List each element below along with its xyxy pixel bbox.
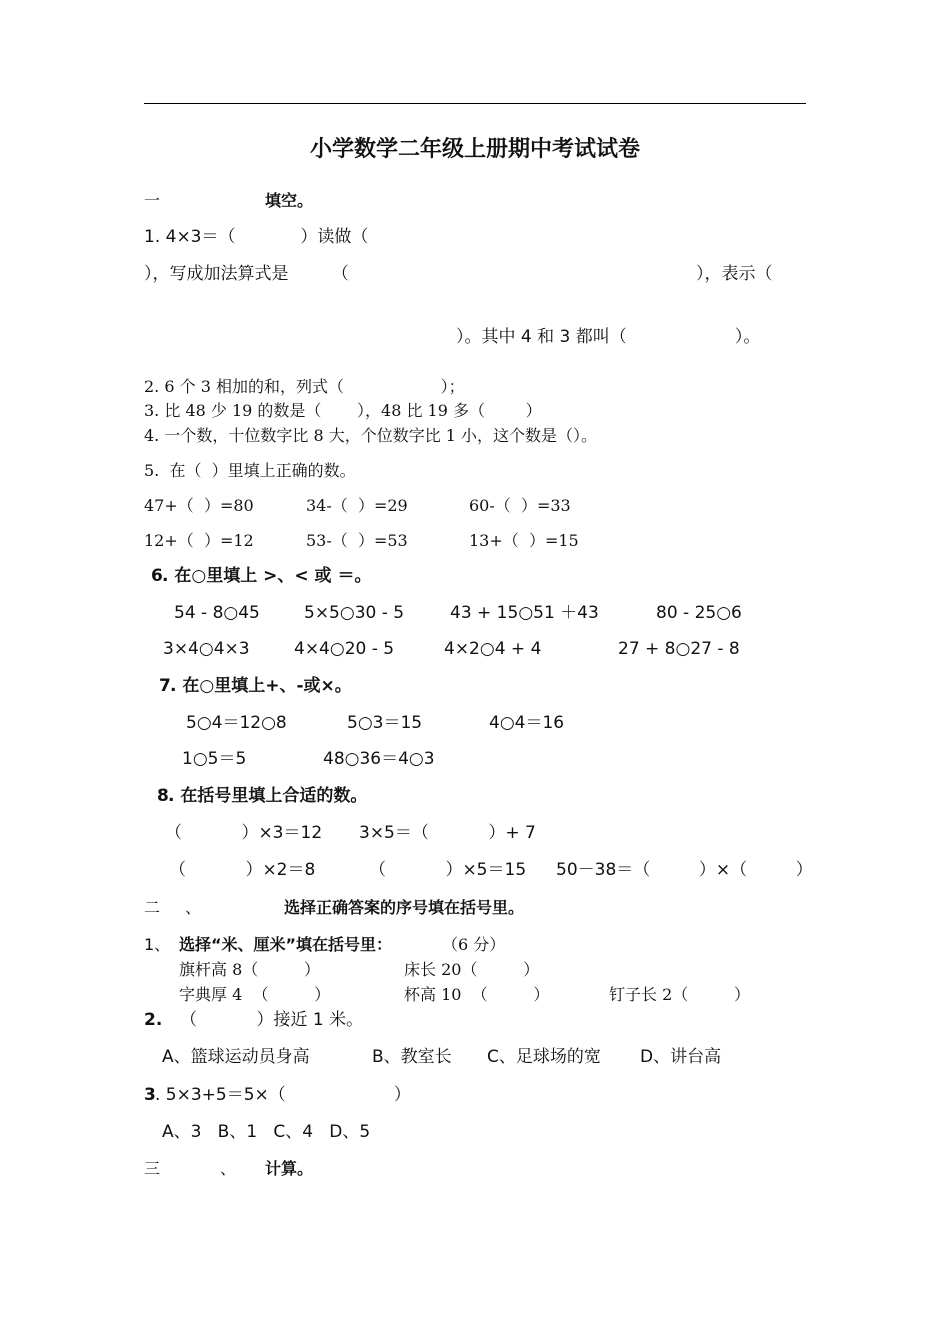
q5-item: 12+（ ）=12 [144,531,254,550]
section3-number: 三 [144,1159,161,1178]
q7-text: . 在○里填上+、-或×。 [170,676,352,696]
q6-item: 43 + 15○51 ＋43 [450,603,599,623]
q8-item: 50－38＝（ ）×（ ） [556,860,813,880]
q8-text: . 在括号里填上合适的数。 [168,786,368,806]
q6-item: 4×4○20 - 5 [294,639,395,659]
q8-item: （ ）×5＝15 [369,860,527,880]
q5-item: 34-（ ）=29 [306,496,408,515]
q7-item: 4○4＝16 [489,713,565,733]
q4-text: 4. 一个数，十位数字比 8 大，个位数字比 1 小，这个数是（）。 [144,426,598,445]
section3-separator: 、 [220,1159,237,1178]
c2-text: （ ）接近 1 米。 [180,1010,364,1030]
q3-text: 3. 比 48 少 19 的数是（ ），48 比 19 多（ ） [144,401,542,420]
section2-number: 二 [144,898,161,917]
q1-line-b: ），写成加法算式是 （ [144,264,349,284]
q5-item: 13+（ ）=15 [469,531,579,550]
q7-number: 7 [159,676,171,696]
c1-label: 1、 [144,935,171,954]
q1-line-c: ），表示（ [696,264,773,284]
q6-item: 54 - 8○45 [174,603,260,623]
q1-line-a: 1. 4×3＝（ ）读做（ [144,227,369,247]
q6-item: 4×2○4 + 4 [444,639,542,659]
c2-option: A、篮球运动员身高 [162,1047,310,1067]
q5-label: 5. 在（ ）里填上正确的数。 [144,461,356,480]
q6-item: 27 + 8○27 - 8 [618,639,740,659]
c3-options: A、3 B、1 C、4 D、5 [162,1122,371,1142]
c1-item: 旗杆高 8（ ） [179,960,321,979]
header-rule [144,103,806,104]
c2-option: B、教室长 [372,1047,452,1067]
q6-number: 6 [151,566,163,586]
c3-text: . 5×3+5＝5×（ ） [155,1085,411,1105]
q7-item: 5○3＝15 [347,713,423,733]
c2-option: D、讲台高 [640,1047,722,1067]
q7-item: 48○36＝4○3 [323,749,435,769]
c2-number: 2. [144,1010,163,1030]
q2-text: 2. 6 个 3 相加的和，列式（ ）； [144,377,465,396]
q1-line-d: ）。其中 4 和 3 都叫（ ）。 [456,327,761,347]
q6-text: . 在○里填上 >、< 或 ＝。 [162,566,372,586]
c1-score: （6 分） [442,935,506,954]
q8-item: （ ）×3＝12 [165,823,323,843]
c3-number: 3 [144,1085,156,1105]
section2-separator: 、 [185,898,202,917]
q8-item: （ ）×2＝8 [169,860,316,880]
page-title: 小学数学二年级上册期中考试试卷 [309,137,640,162]
q8-number: 8 [157,786,169,806]
section1-number: 一 [144,191,161,210]
q5-item: 53-（ ）=53 [306,531,408,550]
c1-text: 选择“米、厘米”填在括号里： [179,935,393,954]
section2-heading: 选择正确答案的序号填在括号里。 [284,898,525,917]
q6-item: 3×4○4×3 [163,639,250,659]
c1-item: 钉子长 2（ ） [609,985,751,1004]
q8-item: 3×5＝（ ）+ 7 [359,823,536,843]
q7-item: 5○4＝12○8 [186,713,287,733]
q5-item: 47+（ ）=80 [144,496,254,515]
c2-option: C、足球场的宽 [487,1047,601,1067]
q6-item: 80 - 25○6 [656,603,742,623]
q5-item: 60-（ ）=33 [469,496,571,515]
q7-item: 1○5＝5 [182,749,247,769]
c1-item: 杯高 10 （ ） [404,985,550,1004]
c1-item: 床长 20（ ） [404,960,540,979]
c1-item: 字典厚 4 （ ） [179,985,331,1004]
section1-heading: 填空。 [265,191,314,210]
q6-item: 5×5○30 - 5 [304,603,405,623]
section3-heading: 计算。 [265,1159,314,1178]
